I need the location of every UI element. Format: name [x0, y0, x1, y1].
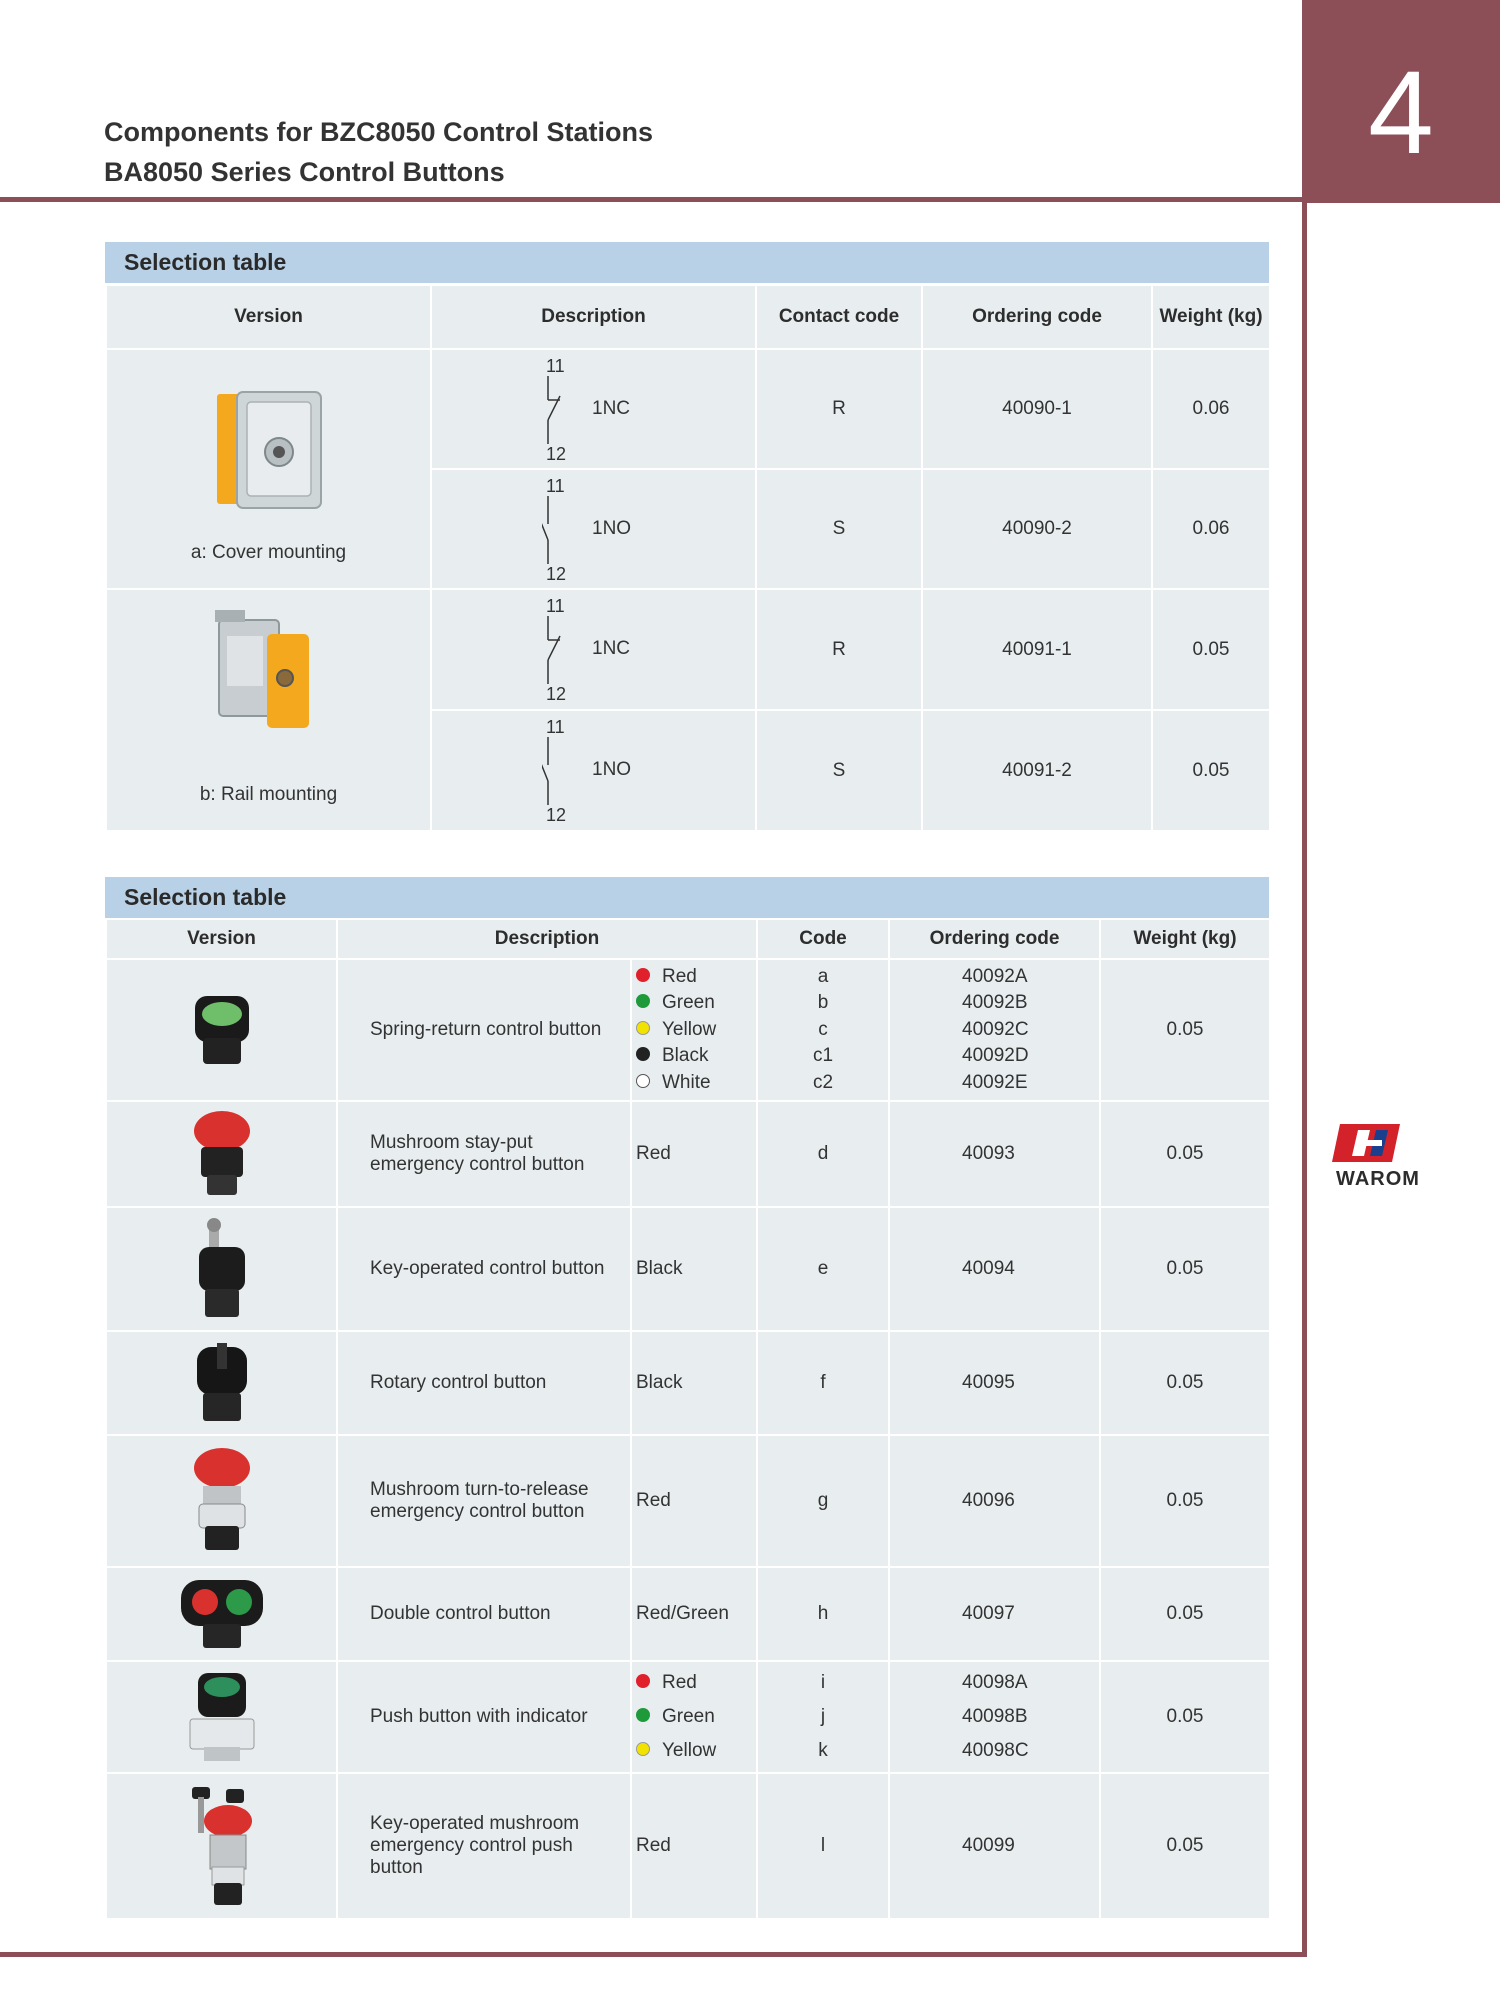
contact-type: 1NC	[592, 638, 631, 659]
contact-symbol-no	[431, 710, 756, 831]
cover-mounting-block-image	[209, 388, 329, 518]
color-option	[636, 990, 756, 1017]
table-header-row	[106, 285, 1270, 349]
chapter-tab	[1302, 0, 1500, 203]
bottom-rule	[0, 1952, 1307, 1957]
weight: 0.06	[1152, 469, 1270, 589]
double-push-button-icon	[177, 1576, 267, 1652]
color-label: Red	[662, 965, 697, 987]
color: Black	[631, 1331, 757, 1435]
col-ordering-code: Ordering code	[922, 285, 1152, 349]
spring-return-button-image	[106, 959, 337, 1101]
code-list	[757, 1661, 889, 1773]
selection-table-2	[105, 918, 1271, 1920]
page-title	[104, 112, 653, 192]
color-label: Yellow	[662, 1018, 717, 1040]
ordering-code: 40098B	[962, 1706, 1028, 1727]
ordering-code: 40091-1	[922, 589, 1152, 710]
code-list	[757, 959, 889, 1101]
ordering-code-list	[889, 1661, 1100, 1773]
color: Red	[631, 1773, 757, 1919]
terminal-bottom: 12	[546, 444, 567, 464]
col-description: Description	[431, 285, 756, 349]
color: Black	[631, 1207, 757, 1331]
weight: 0.05	[1100, 959, 1270, 1101]
table-row	[106, 1435, 1270, 1567]
color: Red/Green	[631, 1567, 757, 1661]
terminal-bottom: 12	[546, 805, 567, 825]
weight: 0.05	[1100, 1661, 1270, 1773]
key-button-image	[106, 1207, 337, 1331]
color-option	[636, 1734, 756, 1768]
table-row	[106, 1101, 1270, 1207]
code: j	[820, 1706, 826, 1727]
table-row	[106, 1331, 1270, 1435]
product-name: Rotary control button	[337, 1331, 631, 1435]
header-rule	[0, 197, 1306, 202]
title-line-1: Components for BZC8050 Control Stations	[104, 117, 654, 147]
green-dot-icon	[636, 994, 650, 1008]
key-operated-button-icon	[187, 1217, 257, 1321]
nc-contact-icon	[542, 616, 572, 684]
code: d	[757, 1101, 889, 1207]
rail-mounting-block-image	[213, 608, 323, 738]
ordering-code: 40097	[889, 1567, 1100, 1661]
ordering-code: 40094	[889, 1207, 1100, 1331]
product-name: Spring-return control button	[337, 959, 631, 1101]
table-row	[106, 959, 1270, 1101]
color-label: Yellow	[662, 1740, 717, 1761]
color-label: Green	[662, 1706, 715, 1727]
weight: 0.05	[1100, 1773, 1270, 1919]
terminal-top: 11	[546, 717, 565, 737]
selection-table-1	[105, 284, 1271, 832]
product-name: Push button with indicator	[337, 1661, 631, 1773]
product-name: Double control button	[337, 1567, 631, 1661]
red-dot-icon	[636, 1674, 650, 1688]
weight: 0.05	[1100, 1331, 1270, 1435]
weight: 0.05	[1100, 1435, 1270, 1567]
selection-table-2-title: Selection table	[105, 877, 1269, 918]
color-option	[636, 1043, 756, 1070]
code: c1	[812, 1045, 834, 1067]
key-mushroom-button-image	[106, 1773, 337, 1919]
title-line-2: BA8050 Series Control Buttons	[104, 157, 505, 187]
version-rail-mounting	[106, 589, 431, 831]
table-row	[106, 1567, 1270, 1661]
weight: 0.05	[1100, 1567, 1270, 1661]
code: l	[757, 1773, 889, 1919]
white-dot-icon	[636, 1074, 650, 1088]
mushroom-button-image	[106, 1101, 337, 1207]
terminal-bottom: 12	[546, 564, 567, 584]
color-option	[636, 1070, 756, 1097]
ordering-code: 40090-2	[922, 469, 1152, 589]
ordering-code: 40092B	[962, 992, 1028, 1014]
col-description: Description	[337, 919, 757, 959]
col-code: Code	[757, 919, 889, 959]
green-dot-icon	[636, 1708, 650, 1722]
terminal-top: 11	[546, 596, 565, 616]
weight: 0.06	[1152, 349, 1270, 469]
warom-logo-text: WAROM	[1336, 1168, 1420, 1190]
rotary-button-image	[106, 1331, 337, 1435]
color-list	[631, 959, 757, 1101]
ordering-code: 40093	[889, 1101, 1100, 1207]
ordering-code: 40098A	[962, 1672, 1028, 1693]
key-mushroom-button-icon	[182, 1783, 262, 1909]
ordering-code: 40096	[889, 1435, 1100, 1567]
red-mushroom-button-icon	[187, 1107, 257, 1201]
contact-type: 1NO	[592, 759, 632, 780]
double-button-image	[106, 1567, 337, 1661]
ordering-code: 40092E	[962, 1071, 1028, 1093]
color-option	[636, 964, 756, 991]
green-push-button-icon	[187, 992, 257, 1068]
nc-contact-icon	[542, 376, 572, 444]
contact-symbol-no	[431, 469, 756, 589]
ordering-code: 40091-2	[922, 710, 1152, 831]
weight: 0.05	[1100, 1207, 1270, 1331]
turn-release-mushroom-icon	[187, 1446, 257, 1556]
version-label: b: Rail mounting	[199, 784, 338, 805]
col-contact-code: Contact code	[756, 285, 922, 349]
code: h	[757, 1567, 889, 1661]
ordering-code: 40099	[889, 1773, 1100, 1919]
no-contact-icon	[542, 496, 572, 564]
color-label: Red	[662, 1672, 697, 1693]
weight: 0.05	[1100, 1101, 1270, 1207]
red-dot-icon	[636, 968, 650, 982]
selection-table-1-title: Selection table	[105, 242, 1269, 283]
code: b	[817, 992, 829, 1014]
terminal-top: 11	[546, 476, 565, 496]
color: Red	[631, 1101, 757, 1207]
table-row	[106, 1207, 1270, 1331]
indicator-push-button-icon	[182, 1669, 262, 1765]
table-row	[106, 589, 1270, 710]
color-label: White	[662, 1071, 711, 1093]
col-version: Version	[106, 919, 337, 959]
table-row	[106, 1773, 1270, 1919]
code: k	[818, 1740, 828, 1761]
col-weight: Weight (kg)	[1152, 285, 1270, 349]
turn-release-button-image	[106, 1435, 337, 1567]
code: c	[818, 1018, 828, 1040]
yellow-dot-icon	[636, 1742, 650, 1756]
indicator-button-image	[106, 1661, 337, 1773]
terminal-top: 11	[546, 356, 565, 376]
version-label: a: Cover mounting	[190, 542, 347, 563]
terminal-bottom: 12	[546, 684, 567, 704]
color: Red	[631, 1435, 757, 1567]
table-row	[106, 349, 1270, 469]
code: a	[817, 965, 829, 987]
weight: 0.05	[1152, 710, 1270, 831]
col-weight: Weight (kg)	[1100, 919, 1270, 959]
code: i	[820, 1672, 826, 1693]
color-option	[636, 1700, 756, 1734]
weight: 0.05	[1152, 589, 1270, 710]
side-rule	[1302, 200, 1307, 1954]
product-name: Mushroom turn-to-release emergency control button	[337, 1435, 631, 1567]
table-row	[106, 1661, 1270, 1773]
color-label: Black	[662, 1045, 709, 1067]
ordering-code: 40098C	[962, 1740, 1029, 1761]
product-name: Mushroom stay-put emergency control button	[337, 1101, 631, 1207]
color-label: Green	[662, 992, 715, 1014]
yellow-dot-icon	[636, 1021, 650, 1035]
col-ordering-code: Ordering code	[889, 919, 1100, 959]
code: f	[757, 1331, 889, 1435]
ordering-code: 40090-1	[922, 349, 1152, 469]
version-cover-mounting	[106, 349, 431, 589]
ordering-code: 40092D	[962, 1045, 1029, 1067]
product-name: Key-operated control button	[337, 1207, 631, 1331]
rotary-knob-icon	[187, 1341, 257, 1425]
color-option	[636, 1666, 756, 1700]
col-version: Version	[106, 285, 431, 349]
contact-code: R	[756, 589, 922, 710]
ordering-code-list	[889, 959, 1100, 1101]
contact-code: S	[756, 469, 922, 589]
black-dot-icon	[636, 1047, 650, 1061]
contact-code: R	[756, 349, 922, 469]
contact-type: 1NC	[592, 398, 631, 419]
contact-symbol-nc	[431, 589, 756, 710]
ordering-code: 40092A	[962, 965, 1028, 987]
color-list	[631, 1661, 757, 1773]
color-option	[636, 1017, 756, 1044]
table-header-row	[106, 919, 1270, 959]
no-contact-icon	[542, 737, 572, 805]
contact-symbol-nc	[431, 349, 756, 469]
ordering-code: 40092C	[962, 1018, 1029, 1040]
contact-code: S	[756, 710, 922, 831]
product-name: Key-operated mushroom emergency control push button	[337, 1773, 631, 1919]
code: c2	[812, 1071, 834, 1093]
code: g	[757, 1435, 889, 1567]
chapter-number: 4	[1368, 47, 1434, 179]
contact-type: 1NO	[592, 518, 632, 539]
code: e	[757, 1207, 889, 1331]
ordering-code: 40095	[889, 1331, 1100, 1435]
